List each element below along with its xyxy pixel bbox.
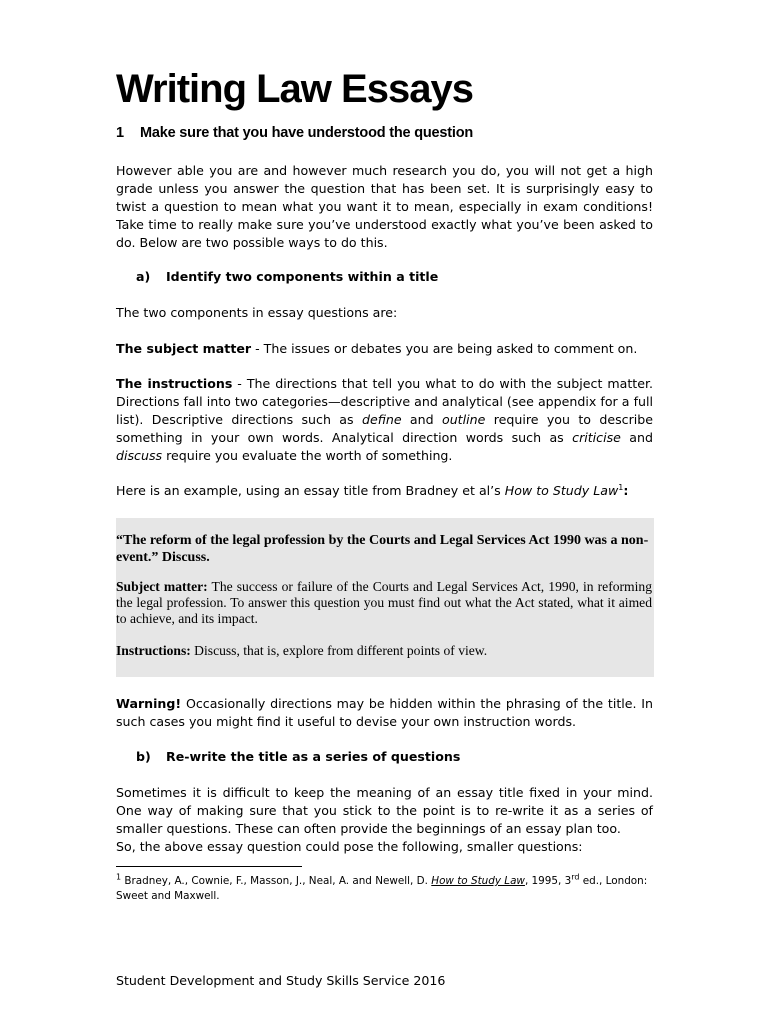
subject-matter-text: - The issues or debates you are being asked to comment on. [251, 341, 638, 356]
subsection-letter-a: a) [136, 269, 151, 284]
example-subject-text: The success or failure of the Courts and Legal Services Act, 1990, in reforming the legal profession. To answer this question you must find out what the Act stated, what it aimed to achieve, and its impact. [116, 579, 652, 626]
instructions-paragraph [116, 375, 653, 465]
section-heading-text: Make sure that you have understood the question [140, 125, 474, 141]
example-intro [116, 482, 653, 500]
warning-label: Warning! [116, 696, 182, 711]
subsection-heading-a [136, 268, 438, 286]
subsection-heading-b-text: Re-write the title as a series of questions [166, 749, 461, 764]
term-outline: outline [441, 412, 486, 427]
footnote-details: , 1995, 3 [524, 875, 572, 887]
instructions-text: require you evaluate the worth of something. [162, 448, 453, 463]
instructions-text: - The directions that tell you what to do with the subject matter. Directions fall into two categories—descriptive and analytical (see appendix for a full list). Descriptive directions such as [116, 376, 653, 427]
example-intro-text: Here is an example, using an essay title from Bradney et al’s [116, 483, 505, 498]
page-footer: Student Development and Study Skills Service 2016 [116, 973, 446, 988]
example-instructions-text: Discuss, that is, explore from different points of view. [190, 643, 488, 658]
rewrite-paragraph: Sometimes it is difficult to keep the meaning of an essay title fixed in your mind. One way of making sure that you stick to the point is to re-write it as a series of smaller questions. These can often provide the beginnings of an essay plan too. [116, 785, 653, 836]
term-criticise: criticise [572, 430, 621, 445]
example-intro-colon: : [623, 483, 629, 498]
term-discuss: discuss [116, 448, 163, 463]
term-define: define [361, 412, 402, 427]
instructions-text: and [620, 430, 654, 445]
instructions-text: and [401, 412, 442, 427]
section-heading-1 [116, 124, 473, 142]
instructions-text: require you to describe something in your own words. Analytical direction words such as [116, 412, 653, 445]
warning-paragraph [116, 695, 653, 731]
page-title: Writing Law Essays [116, 67, 473, 111]
subject-matter-paragraph [116, 340, 653, 358]
section-number: 1 [116, 125, 124, 141]
footnote-book-title: How to Study Law [431, 875, 525, 887]
components-intro: The two components in essay questions are: [116, 305, 398, 320]
subject-matter-label: The subject matter [116, 341, 252, 356]
book-title: How to Study Law [504, 483, 619, 498]
footnote-details: ed., London: Sweet and Maxwell. [116, 875, 648, 902]
instructions-label: The instructions [116, 376, 233, 391]
intro-paragraph: However able you are and however much research you do, you will not get a high grade unless you answer the question that has been set. It is surprisingly easy to twist a question to mean what you want it to mean, especially in exam conditions! Take time to really make sure you’ve understood exactly what you’ve been asked to do. Below are two possible ways to do this. [116, 163, 653, 250]
footnote-number: 1 [116, 872, 122, 882]
example-instructions [116, 643, 652, 659]
rewrite-followup: So, the above essay question could pose the following, smaller questions: [116, 839, 583, 854]
example-subject-matter [116, 579, 652, 627]
footnote [116, 874, 656, 904]
footnote-authors: Bradney, A., Cownie, F., Masson, J., Neal, A. and Newell, D. [121, 875, 432, 887]
footnote-divider [116, 866, 302, 867]
footnote-edition-suffix: rd [571, 872, 580, 882]
footnote-reference: 1 [618, 482, 624, 492]
warning-text: Occasionally directions may be hidden within the phrasing of the title. In such cases you might find it useful to devise your own instruction words. [116, 696, 653, 729]
subsection-heading-b [136, 748, 460, 766]
subsection-heading-a-text: Identify two components within a title [166, 269, 439, 284]
subsection-letter-b: b) [136, 749, 151, 764]
example-question: “The reform of the legal profession by the Courts and Legal Services Act 1990 was a non-event.” Discuss. [116, 533, 649, 565]
example-instructions-label: Instructions: [116, 643, 191, 658]
example-subject-label: Subject matter: [116, 579, 208, 594]
